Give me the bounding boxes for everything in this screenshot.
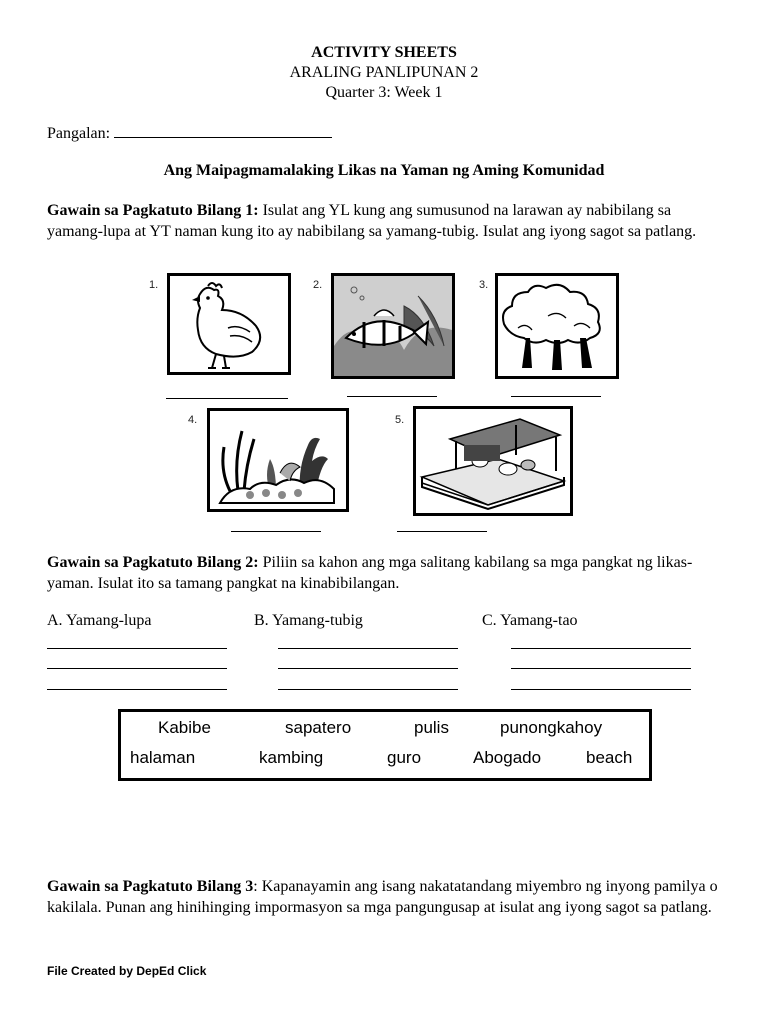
- activity3-instructions: [47, 876, 719, 918]
- word-bank-item: kambing: [259, 748, 324, 767]
- activity2-text: Piliin sa kahon ang mga salitang kabilang sa mga pangkat ng likas-yaman. Isulat ito sa tamang pangkat na kinabibilangan.: [47, 554, 693, 592]
- picture-item-5: [413, 406, 573, 516]
- fish-icon: [334, 276, 452, 376]
- activity1-instructions: [47, 200, 719, 242]
- word-bank-item: punongkahoy: [500, 718, 603, 737]
- word-bank-item: halaman: [130, 748, 196, 767]
- footer-credit: File Created by DepEd Click: [47, 964, 207, 978]
- activity3-title: Gawain sa Pagkatuto Bilang 3: [47, 878, 254, 895]
- item-number-4: 4.: [188, 414, 198, 426]
- answer-line-1[interactable]: [166, 398, 288, 399]
- sheet-title: ACTIVITY SHEETS: [311, 44, 457, 61]
- activity3-text: : Kapanayamin ang isang nakatatandang miyembro ng inyong pamilya o kakilala. Punan ang hinihinging impormasyon sa mga pangungusap at isulat ang iyong sagot sa patlang.: [47, 878, 718, 916]
- trees-icon: [498, 276, 616, 376]
- animal-pen-icon: [416, 409, 570, 513]
- answer-line-2[interactable]: [347, 396, 437, 397]
- tao-answer-line-3[interactable]: [511, 689, 691, 690]
- item-number-5: 5.: [395, 414, 405, 426]
- picture-item-1: [167, 273, 291, 375]
- subject-title: ARALING PANLIPUNAN 2: [289, 64, 479, 81]
- category-yamang-lupa: A. Yamang-lupa: [47, 612, 152, 629]
- category-yamang-tao: C. Yamang-tao: [482, 612, 578, 629]
- tao-answer-line-2[interactable]: [511, 668, 691, 669]
- word-bank-item: beach: [586, 748, 633, 767]
- tubig-answer-line-2[interactable]: [278, 668, 458, 669]
- activity1-title: Gawain sa Pagkatuto Bilang 1:: [47, 202, 259, 219]
- name-blank-line[interactable]: [114, 123, 332, 138]
- item-number-3: 3.: [479, 279, 489, 291]
- name-field: [47, 123, 332, 143]
- word-bank-box: [118, 709, 652, 781]
- picture-item-3: [495, 273, 619, 379]
- activity1-text: Isulat ang YL kung ang sumusunod na larawan ay nabibilang sa yamang-lupa at YT naman kung ito ay nabibilang sa yamang-tubig. Isulat ang iyong sagot sa patlang.: [47, 202, 697, 240]
- item-number-2: 2.: [313, 279, 323, 291]
- word-bank-item: sapatero: [285, 718, 352, 737]
- word-bank-item: guro: [387, 748, 422, 767]
- tubig-answer-line-3[interactable]: [278, 689, 458, 690]
- word-bank-item: pulis: [414, 718, 449, 737]
- answer-line-5[interactable]: [397, 531, 487, 532]
- activity2-title: Gawain sa Pagkatuto Bilang 2:: [47, 554, 259, 571]
- tao-answer-line-1[interactable]: [511, 648, 691, 649]
- topic-heading: Ang Maipagmamalaking Likas na Yaman ng Aming Komunidad: [163, 162, 605, 179]
- answer-line-3[interactable]: [511, 396, 601, 397]
- word-bank-item: Abogado: [473, 748, 542, 767]
- lupa-answer-line-2[interactable]: [47, 668, 227, 669]
- picture-item-4: [207, 408, 349, 512]
- quarter-label: Quarter 3: Week 1: [325, 84, 443, 101]
- tubig-answer-line-1[interactable]: [278, 648, 458, 649]
- name-label: Pangalan:: [47, 125, 111, 142]
- item-number-1: 1.: [149, 279, 159, 291]
- lupa-answer-line-3[interactable]: [47, 689, 227, 690]
- chicken-icon: [170, 276, 288, 372]
- activity2-instructions: [47, 552, 719, 594]
- word-bank-item: Kabibe: [158, 718, 211, 737]
- coral-reef-icon: [210, 411, 346, 509]
- category-yamang-tubig: B. Yamang-tubig: [254, 612, 363, 629]
- lupa-answer-line-1[interactable]: [47, 648, 227, 649]
- picture-item-2: [331, 273, 455, 379]
- answer-line-4[interactable]: [231, 531, 321, 532]
